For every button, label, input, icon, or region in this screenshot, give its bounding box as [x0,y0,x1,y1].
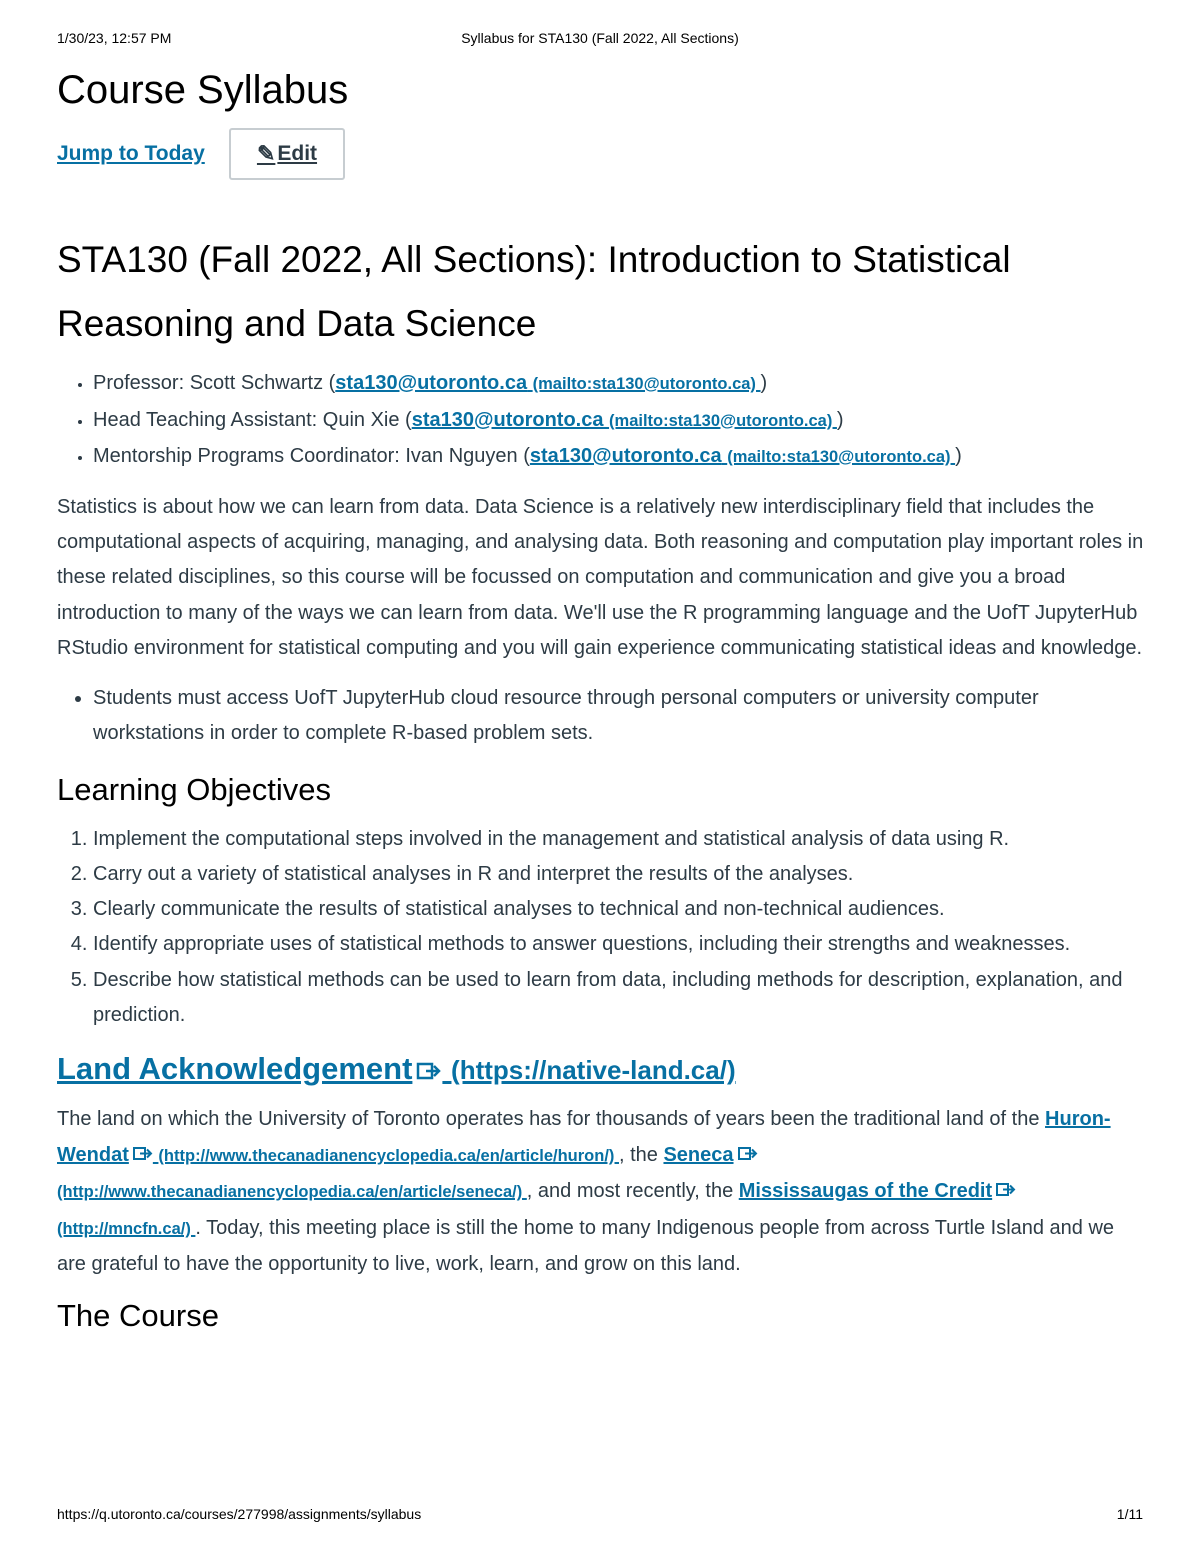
learning-objectives-heading: Learning Objectives [57,771,331,807]
staff-email-link[interactable]: sta130@utoronto.ca (mailto:sta130@utoronto.ca) [529,445,956,467]
list-item: 5. Describe how statistical methods can be used to learn from data, including methods for description, explanation, and prediction. [93,963,1147,1034]
land-acknowledgement-heading [57,1045,1147,1094]
edit-button[interactable] [229,128,345,180]
page-title: Course Syllabus [57,68,349,112]
list-item: 4. Identify appropriate uses of statistical methods to answer questions, including their strengths and weaknesses. [93,927,1147,962]
print-page-number: 1/11 [1116,1506,1143,1522]
staff-list [57,366,1147,476]
list-item: 1. Implement the computational steps involved in the management and statistical analysis of data using R. [93,822,1147,857]
print-title: Syllabus for STA130 (Fall 2022, All Sections) [461,30,739,46]
print-url: https://q.utoronto.ca/courses/277998/assignments/syllabus [57,1506,422,1522]
land-acknowledgement-text: The land on which the University of Toronto operates has for thousands of years been the traditional land of the Huron-Wendat (http://www.thecanadianencyclopedia.ca/en/article/huron/) , the Seneca (http://www.thecanadianencyclopedia.ca/en/article/seneca/) , and most recently, the Mississaugas of the Credit (http://mncfn.ca/) . Today, this meeting place is still the home to many Indigenous people from across Turtle Island and we are grateful to have the opportunity to live, work, learn, and grow on this land. [57,1108,1115,1275]
land-acknowledgement-link[interactable]: Land Acknowledgement (https://native-land.ca/) [57,1051,736,1087]
print-header [57,30,1143,50]
jump-to-today-link[interactable]: Jump to Today [57,142,205,165]
external-link-icon [133,1146,153,1162]
action-row [57,128,1147,184]
huron-wendat-link[interactable]: Huron-Wendat (http://www.thecanadianencyclopedia.ca/en/article/huron/) [57,1108,1111,1166]
course-title: STA130 (Fall 2022, All Sections): Introduction to Statistical Reasoning and Data Science [57,239,1011,344]
staff-email-link[interactable]: sta130@utoronto.ca (mailto:sta130@utoronto.ca) [411,408,837,431]
staff-item: • Professor: Scott Schwartz (sta130@utoronto.ca (mailto:sta130@utoronto.ca) ) [93,366,1147,403]
learning-objectives-list [57,822,1147,1034]
staff-email-link[interactable]: sta130@utoronto.ca (mailto:sta130@utoronto.ca) [335,372,761,394]
requirements-list [57,681,1147,752]
list-item: 3. Clearly communicate the results of statistical analyses to technical and non-technical audiences. [93,892,1147,927]
external-link-icon [416,1061,442,1081]
syllabus-content [57,64,1147,1338]
list-item: 2. Carry out a variety of statistical analyses in R and interpret the results of the analyses. [93,857,1147,892]
pencil-icon: ✎ [256,141,276,166]
print-footer [57,1506,1143,1526]
seneca-link[interactable]: Seneca (http://www.thecanadianencyclopedia.ca/en/article/seneca/) [57,1144,758,1202]
list-item: • Students must access UofT JupyterHub cloud resource through personal computers or university computer workstations in order to complete R-based problem sets. [93,681,1147,752]
external-link-icon [996,1182,1016,1198]
external-link-icon [738,1146,758,1162]
staff-item: • Mentorship Programs Coordinator: Ivan Nguyen (sta130@utoronto.ca (mailto:sta130@utoronto.ca) ) [93,439,1147,476]
staff-role: Professor: Scott Schwartz ( [93,372,336,394]
mississaugas-link[interactable]: Mississaugas of the Credit (http://mncfn.ca/) [57,1180,1016,1238]
staff-item: • Head Teaching Assistant: Quin Xie (sta130@utoronto.ca (mailto:sta130@utoronto.ca) ) [93,403,1147,440]
the-course-heading: The Course [57,1298,219,1334]
staff-role: Mentorship Programs Coordinator: Ivan Nguyen ( [93,445,530,467]
edit-label: Edit [277,142,318,165]
staff-role: Head Teaching Assistant: Quin Xie ( [93,408,412,431]
intro-paragraph: Statistics is about how we can learn from data. Data Science is a relatively new interdisciplinary field that includes the computational aspects of acquiring, managing, and analysing data. Both reasoning and computation play important roles in these related disciplines, so this course will be focussed on computation and communication and give you a broad introduction to many of the ways we can learn from data. We'll use the R programming language and the UofT JupyterHub RStudio environment for statistical computing and you will gain experience communicating statistical ideas and knowledge. [57,495,1144,660]
print-datetime: 1/30/23, 12:57 PM [57,30,172,46]
